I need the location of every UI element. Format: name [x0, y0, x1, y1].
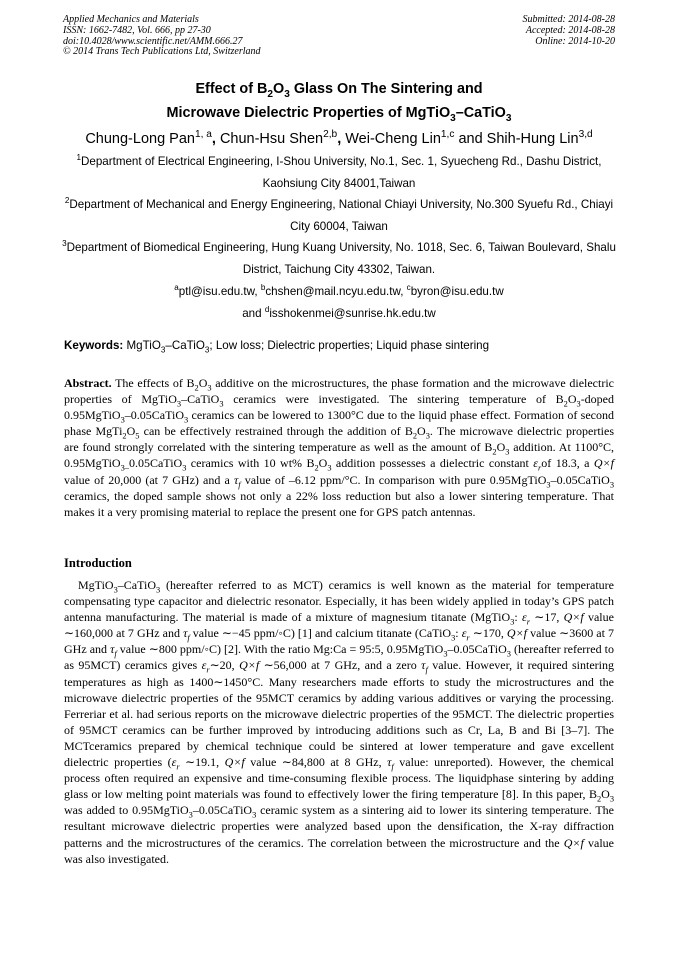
author-name: Shih-Hung Lin: [486, 131, 579, 147]
affiliation-3: $^3$Department of Biomedical Engineering, Hung Kuang University, No. 1018, Sec. 6, Taiwan Boulevard, Shalu District, Taichung City 43302, Taiwan.: [62, 239, 616, 276]
section-heading-introduction: Introduction: [64, 556, 132, 570]
accepted-date: Accepted: 2014-08-28: [525, 24, 615, 36]
affiliation-2: $^2$Department of Mechanical and Energy Engineering, National Chiayi University, No.300 Syuefu Rd., Chiayi City 60004, Taiwan: [64, 196, 614, 233]
title-line-1: Effect of $B_2O_3$ Glass On The Sintering and: [195, 81, 483, 100]
keywords: Keywords: MgTiO$_3$–CaTiO$_3$; Low loss; Dielectric properties; Liquid phase sintering: [64, 339, 490, 355]
author-name: Chung-Long Pan: [85, 131, 195, 147]
online-date: Online: 2014-10-20: [535, 35, 615, 47]
journal-name: Applied Mechanics and Materials: [63, 14, 199, 25]
doi: doi:10.4028/www.scientific.net/AMM.666.27: [63, 35, 243, 47]
dates-header: [523, 15, 616, 47]
copyright: © 2014 Trans Tech Publications Ltd, Switzerland: [63, 46, 261, 58]
affiliation-1: $^1$Department of Electrical Engineering, I-Shou University, No.1, Sec. 1, Syuecheng Rd., Dashu District, Kaohsiung City 84001,Taiwan: [76, 153, 602, 190]
submitted-date: Submitted: 2014-08-28: [522, 14, 615, 25]
journal-header: [63, 15, 261, 58]
issn: ISSN: 1662-7482, Vol. 666, pp 27-30: [63, 24, 211, 36]
author-name: Wei-Cheng Lin: [345, 131, 441, 147]
paper-title: [40, 77, 638, 125]
author-name: Chun-Hsu Shen: [219, 131, 324, 147]
abstract: Abstract. The effects of $B_2O_3$ additive on the microstructures, the phase formation and the microwave dielectric properties of MgTiO$_3$–CaTiO$_3$ ceramics were investigated. The sintering temperature of $B_2O_3$-doped 0.95MgTiO$_3$–0.05CaTiO$_3$ ceramics can be lowered to 1300°C due to the liquid phase effect. Formation of second phase $MgTi_2O_5$ can be effectively restrained through the addition of $B_2O_3$. The microwave dielectric properties are found strongly correlated with the sintering temperature as well as the amount of $B_2O_3$ addition. At 1100°C, 0.95MgTiO$_{3-}$0.05CaTiO$_3$ ceramics with 10 wt% $B_2O_3$ addition possesses a dielectric constant $\varepsilon_rof$ 18.3, a Q×f value of 20,000 (at 7 GHz) and a $\tau_f$ value of –6.12 ppm/°C. In comparison with pure 0.95MgTiO$_3$–0.05CaTiO$_3$ ceramics, the doped sample shows not only a 22% loss reduction but also a lower sintering temperature. That makes it a very promising material to replace the present one for GPS patch antennas.: [64, 376, 615, 519]
author-list: Chung-Long Pan$^{1, a}$, Chun-Hsu Shen$^{2,b}$, Wei-Cheng Lin$^{1,c}$ and Shih-Hung Lin$^{3,d}$: [85, 129, 593, 147]
title-line-2: Microwave Dielectric Properties of MgTiO$_3$–CaTiO$_3$: [166, 105, 512, 124]
introduction-paragraph: MgTiO$_3$–CaTiO$_3$ (hereafter referred to as MCT) ceramics is well known as the material for temperature compensating type capacitor and dielectric resonator. Especially, it has been widely applied in today’s GPS patch antenna manufacturing. The material is made of a mixture of magnesium titanate (MgTiO$_3$: $\varepsilon_r$ ∼17, Q×f value ∼160,000 at 7 GHz and $\tau_f$ value ∼−45 ppm/◦C) [1] and calcium titanate (CaTiO$_3$: $\varepsilon_r$ ∼170, Q×f value ∼3600 at 7 GHz and $\tau_f$ value ∼800 ppm/◦C) [2]. With the ratio Mg:Ca = 95:5, 0.95MgTiO$_3$–0.05CaTiO$_3$ (hereafter referred to as 95MCT) ceramics gives $\varepsilon_r\sim 20$, Q×f ∼56,000 at 7 GHz, and a zero $\tau_f$ value. However, it required sintering temperatures as high as 1400∼1450°C. Many researchers made efforts to study the microstructures and the microwave dielectric properties of the 95MCT ceramics by adding various additives or varying the processing. Ferreriar et al. had serious reports on the microwave dielectric properties of the 95MCT. The dielectric properties of 95MCT ceramics can be further improved by introducing additions such as Cr, La, B and Bi [3–7]. The MCTceramics prepared by chemical technique could be sintered at lower temperature and gave excellent dielectric properties ($\varepsilon_r$ ∼19.1, Q×f value ∼84,800 at 8 GHz, $\tau_f$ value: unreported). However, the chemical process often required an expensive and time-consuming flexible process. The liquidphase sintering by adding glass or low melting point materials was found to effectively lower the firing temperature [8]. In this paper, $B_2O_3$ was added to 0.95MgTiO$_3$–0.05CaTiO$_3$ ceramic system as a sintering aid to lower its sintering temperature. The resultant microwave dielectric properties were analyzed based upon the densification, the X-ray diffraction patterns and the microstructures of the ceramics. The correlation between the microstructure and the Q×f value was also investigated.: [64, 578, 615, 866]
author-emails: $^a$ptl@isu.edu.tw, $^b$chshen@mail.ncyu.edu.tw, $^c$byron@isu.edu.tw and $^d$isshokenmei@sunrise.hk.edu.tw: [174, 283, 504, 320]
